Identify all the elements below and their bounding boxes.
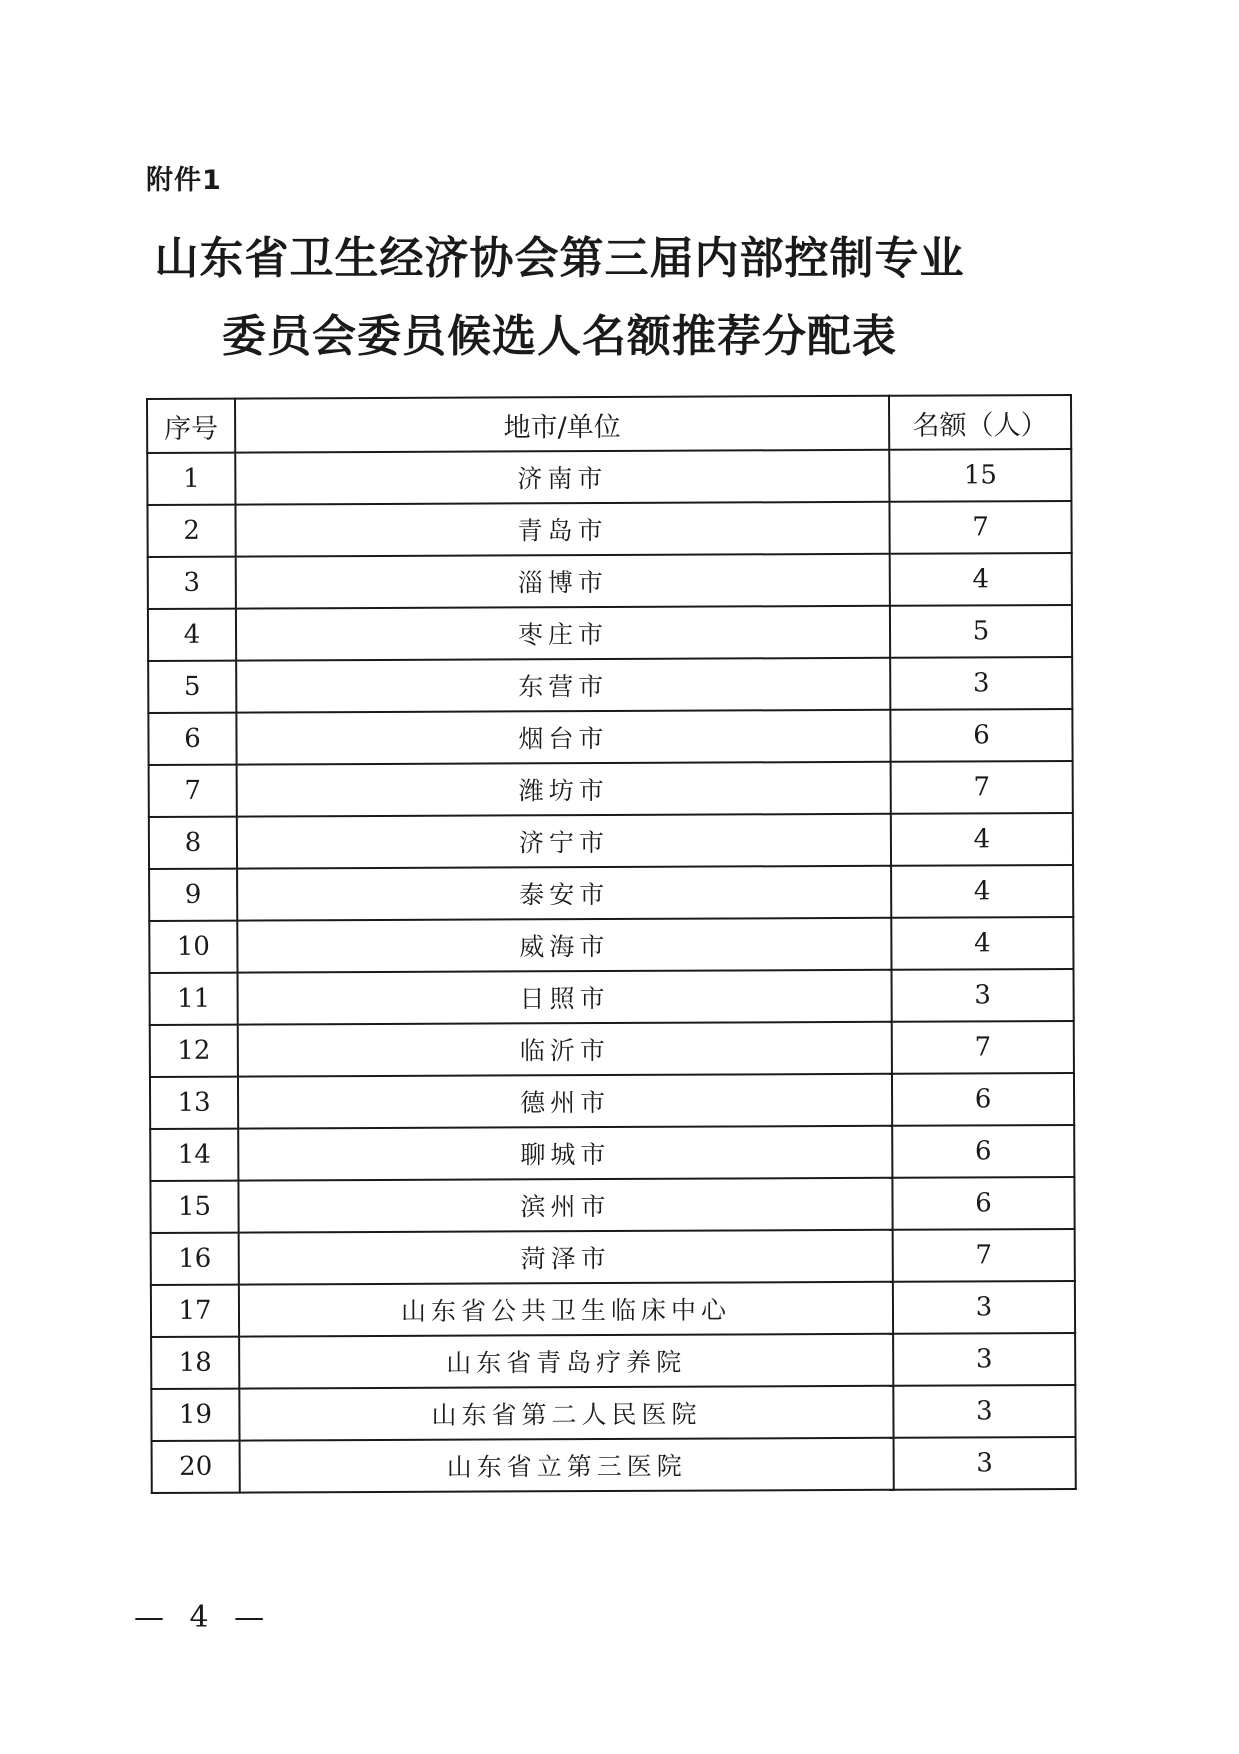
table-row <box>148 657 1072 713</box>
table-row <box>151 1281 1075 1337</box>
page-number: — 4 — <box>134 1600 273 1635</box>
quota-allocation-table <box>146 394 1077 1494</box>
quota-cell: 15 <box>889 449 1071 502</box>
unit-cell: 枣庄市 <box>236 606 890 661</box>
quota-cell: 7 <box>889 501 1071 554</box>
quota-cell: 3 <box>890 657 1072 710</box>
unit-cell: 山东省第二人民医院 <box>239 1386 893 1441</box>
serial-number-cell: 16 <box>151 1233 239 1285</box>
unit-cell: 潍坊市 <box>237 762 891 817</box>
table-body <box>147 449 1076 1493</box>
table-row <box>148 553 1072 609</box>
quota-cell: 7 <box>891 761 1073 814</box>
serial-number-cell: 7 <box>149 765 237 817</box>
quota-cell: 4 <box>891 865 1073 918</box>
table-row <box>148 709 1072 765</box>
serial-number-cell: 2 <box>147 505 235 557</box>
table-row <box>152 1437 1076 1493</box>
table-row <box>149 865 1073 921</box>
serial-number-cell: 18 <box>151 1337 239 1389</box>
quota-cell: 6 <box>892 1073 1074 1126</box>
unit-cell: 威海市 <box>237 918 891 973</box>
quota-cell: 3 <box>892 969 1074 1022</box>
document-title-line-2: 委员会委员候选人名额推荐分配表 <box>222 311 897 362</box>
table-row <box>147 501 1071 557</box>
serial-number-cell: 13 <box>150 1077 238 1129</box>
unit-cell: 济宁市 <box>237 814 891 869</box>
table-row <box>149 813 1073 869</box>
quota-cell: 6 <box>890 709 1072 762</box>
quota-cell: 4 <box>891 917 1073 970</box>
unit-cell: 德州市 <box>238 1074 892 1129</box>
header-row <box>147 395 1071 453</box>
quota-cell: 4 <box>891 813 1073 866</box>
table-header <box>147 395 1071 453</box>
unit-cell: 山东省青岛疗养院 <box>239 1334 893 1389</box>
header-quota: 名额（人） <box>889 395 1071 450</box>
serial-number-cell: 15 <box>150 1181 238 1233</box>
table-row <box>150 1021 1074 1077</box>
unit-cell: 山东省公共卫生临床中心 <box>239 1282 893 1337</box>
table-row <box>150 1125 1074 1181</box>
quota-cell: 7 <box>893 1229 1075 1282</box>
serial-number-cell: 8 <box>149 817 237 869</box>
quota-cell: 7 <box>892 1021 1074 1074</box>
unit-cell: 临沂市 <box>238 1022 892 1077</box>
serial-number-cell: 19 <box>151 1389 239 1441</box>
serial-number-cell: 14 <box>150 1129 238 1181</box>
document-title-line-1: 山东省卫生经济协会第三届内部控制专业 <box>154 233 965 284</box>
serial-number-cell: 6 <box>148 713 236 765</box>
serial-number-cell: 4 <box>148 609 236 661</box>
quota-cell: 6 <box>892 1125 1074 1178</box>
unit-cell: 烟台市 <box>236 710 890 765</box>
quota-cell: 3 <box>894 1437 1076 1490</box>
table-row <box>148 605 1072 661</box>
unit-cell: 泰安市 <box>237 866 891 921</box>
header-serial-number: 序号 <box>147 399 235 453</box>
table-row <box>149 917 1073 973</box>
quota-cell: 6 <box>892 1177 1074 1230</box>
table-row <box>151 1385 1075 1441</box>
unit-cell: 淄博市 <box>236 554 890 609</box>
attachment-label: 附件1 <box>146 165 222 196</box>
unit-cell: 滨州市 <box>238 1178 892 1233</box>
unit-cell: 日照市 <box>238 970 892 1025</box>
unit-cell: 聊城市 <box>238 1126 892 1181</box>
unit-cell: 青岛市 <box>235 502 889 557</box>
serial-number-cell: 17 <box>151 1285 239 1337</box>
quota-cell: 4 <box>890 553 1072 606</box>
quota-cell: 5 <box>890 605 1072 658</box>
unit-cell: 济南市 <box>235 450 889 505</box>
serial-number-cell: 12 <box>150 1025 238 1077</box>
table-row <box>150 1073 1074 1129</box>
serial-number-cell: 11 <box>150 973 238 1025</box>
quota-cell: 3 <box>893 1385 1075 1438</box>
serial-number-cell: 3 <box>148 557 236 609</box>
unit-cell: 菏泽市 <box>239 1230 893 1285</box>
unit-cell: 东营市 <box>236 658 890 713</box>
table-row <box>149 761 1073 817</box>
serial-number-cell: 10 <box>149 921 237 973</box>
serial-number-cell: 1 <box>147 453 235 505</box>
quota-cell: 3 <box>893 1281 1075 1334</box>
table-row <box>150 969 1074 1025</box>
table-row <box>151 1333 1075 1389</box>
header-city-unit: 地市/单位 <box>235 396 889 453</box>
serial-number-cell: 20 <box>152 1441 240 1493</box>
serial-number-cell: 9 <box>149 869 237 921</box>
unit-cell: 山东省立第三医院 <box>240 1438 894 1493</box>
serial-number-cell: 5 <box>148 661 236 713</box>
quota-cell: 3 <box>893 1333 1075 1386</box>
table-row <box>147 449 1071 505</box>
table-row <box>151 1229 1075 1285</box>
table-row <box>150 1177 1074 1233</box>
